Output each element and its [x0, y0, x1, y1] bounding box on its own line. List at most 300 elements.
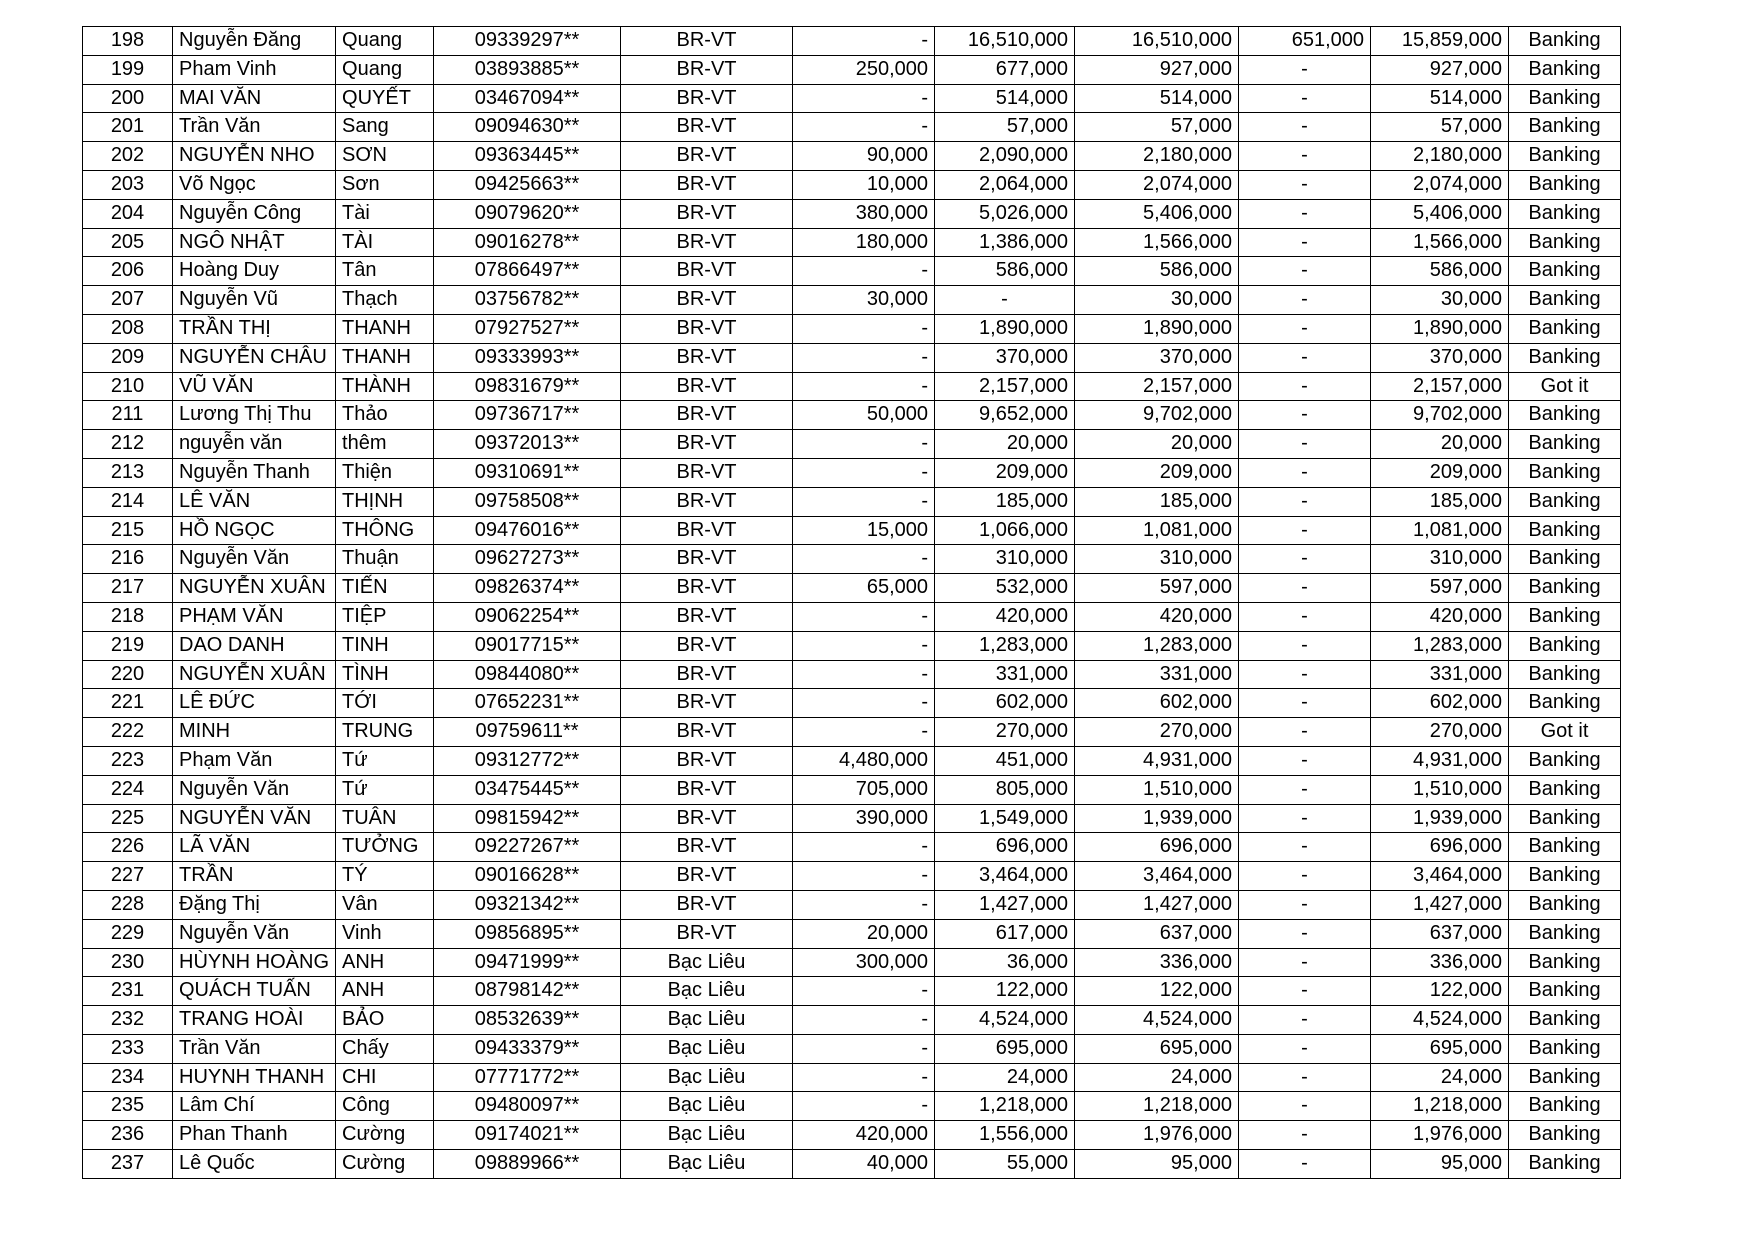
last-name-cell: Tân [336, 257, 434, 286]
total-amount-cell: 270,000 [1075, 718, 1239, 747]
province-cell: BR-VT [621, 430, 793, 459]
payment-method-cell: Banking [1509, 890, 1621, 919]
amount-b-cell: 1,066,000 [935, 516, 1075, 545]
net-amount-cell: 637,000 [1371, 919, 1509, 948]
last-name-cell: THANH [336, 343, 434, 372]
first-name-cell: NGUYỄN CHÂU [173, 343, 336, 372]
phone-number-cell: 09363445** [434, 142, 621, 171]
last-name-cell: Tứ [336, 775, 434, 804]
phone-number-cell: 07771772** [434, 1063, 621, 1092]
table-row [83, 775, 1621, 804]
province-cell: BR-VT [621, 228, 793, 257]
deduction-cell: - [1239, 545, 1371, 574]
net-amount-cell: 927,000 [1371, 55, 1509, 84]
amount-b-cell: 3,464,000 [935, 862, 1075, 891]
phone-number-cell: 09758508** [434, 487, 621, 516]
first-name-cell: Nguyễn Văn [173, 775, 336, 804]
deduction-cell: - [1239, 1150, 1371, 1179]
net-amount-cell: 1,939,000 [1371, 804, 1509, 833]
first-name-cell: NGUYỄN NHO [173, 142, 336, 171]
province-cell: BR-VT [621, 27, 793, 56]
payment-method-cell: Banking [1509, 919, 1621, 948]
amount-a-cell: 40,000 [793, 1150, 935, 1179]
row-number-cell: 211 [83, 401, 173, 430]
net-amount-cell: 370,000 [1371, 343, 1509, 372]
net-amount-cell: 185,000 [1371, 487, 1509, 516]
payment-method-cell: Banking [1509, 746, 1621, 775]
row-number-cell: 226 [83, 833, 173, 862]
phone-number-cell: 09627273** [434, 545, 621, 574]
net-amount-cell: 95,000 [1371, 1150, 1509, 1179]
row-number-cell: 215 [83, 516, 173, 545]
amount-a-cell: - [793, 27, 935, 56]
payment-method-cell: Banking [1509, 1121, 1621, 1150]
province-cell: BR-VT [621, 833, 793, 862]
table-row [83, 948, 1621, 977]
first-name-cell: HÙYNH HOÀNG [173, 948, 336, 977]
last-name-cell: SƠN [336, 142, 434, 171]
total-amount-cell: 1,283,000 [1075, 631, 1239, 660]
net-amount-cell: 1,976,000 [1371, 1121, 1509, 1150]
payment-method-cell: Banking [1509, 458, 1621, 487]
total-amount-cell: 30,000 [1075, 286, 1239, 315]
phone-number-cell: 09062254** [434, 602, 621, 631]
last-name-cell: TUÂN [336, 804, 434, 833]
first-name-cell: TRẦN THỊ [173, 314, 336, 343]
deduction-cell: - [1239, 458, 1371, 487]
amount-a-cell: - [793, 372, 935, 401]
phone-number-cell: 09372013** [434, 430, 621, 459]
phone-number-cell: 09094630** [434, 113, 621, 142]
net-amount-cell: 420,000 [1371, 602, 1509, 631]
payment-method-cell: Banking [1509, 775, 1621, 804]
payment-method-cell: Got it [1509, 372, 1621, 401]
province-cell: BR-VT [621, 545, 793, 574]
table-row [83, 545, 1621, 574]
table-row [83, 631, 1621, 660]
payment-method-cell: Banking [1509, 286, 1621, 315]
deduction-cell: - [1239, 257, 1371, 286]
table-row [83, 804, 1621, 833]
total-amount-cell: 586,000 [1075, 257, 1239, 286]
phone-number-cell: 09736717** [434, 401, 621, 430]
net-amount-cell: 122,000 [1371, 977, 1509, 1006]
amount-a-cell: - [793, 1092, 935, 1121]
payment-method-cell: Banking [1509, 574, 1621, 603]
deduction-cell: - [1239, 170, 1371, 199]
total-amount-cell: 637,000 [1075, 919, 1239, 948]
total-amount-cell: 4,931,000 [1075, 746, 1239, 775]
table-row [83, 487, 1621, 516]
first-name-cell: Hoàng Duy [173, 257, 336, 286]
payment-method-cell: Banking [1509, 516, 1621, 545]
table-row [83, 228, 1621, 257]
province-cell: Bạc Liêu [621, 1092, 793, 1121]
net-amount-cell: 2,180,000 [1371, 142, 1509, 171]
row-number-cell: 201 [83, 113, 173, 142]
total-amount-cell: 336,000 [1075, 948, 1239, 977]
net-amount-cell: 336,000 [1371, 948, 1509, 977]
payment-method-cell: Banking [1509, 430, 1621, 459]
total-amount-cell: 370,000 [1075, 343, 1239, 372]
first-name-cell: Nguyễn Văn [173, 919, 336, 948]
deduction-cell: - [1239, 516, 1371, 545]
payment-method-cell: Banking [1509, 199, 1621, 228]
phone-number-cell: 09826374** [434, 574, 621, 603]
phone-number-cell: 09310691** [434, 458, 621, 487]
net-amount-cell: 209,000 [1371, 458, 1509, 487]
province-cell: Bạc Liêu [621, 1121, 793, 1150]
last-name-cell: TÌNH [336, 660, 434, 689]
last-name-cell: TƯỞNG [336, 833, 434, 862]
last-name-cell: Tứ [336, 746, 434, 775]
phone-number-cell: 03467094** [434, 84, 621, 113]
last-name-cell: TIẾN [336, 574, 434, 603]
total-amount-cell: 2,180,000 [1075, 142, 1239, 171]
net-amount-cell: 310,000 [1371, 545, 1509, 574]
province-cell: Bạc Liêu [621, 1150, 793, 1179]
amount-b-cell: 20,000 [935, 430, 1075, 459]
province-cell: BR-VT [621, 890, 793, 919]
row-number-cell: 229 [83, 919, 173, 948]
last-name-cell: Cường [336, 1121, 434, 1150]
amount-b-cell: 695,000 [935, 1034, 1075, 1063]
first-name-cell: Phạm Văn [173, 746, 336, 775]
amount-b-cell: 532,000 [935, 574, 1075, 603]
table-row [83, 1121, 1621, 1150]
province-cell: BR-VT [621, 257, 793, 286]
last-name-cell: TINH [336, 631, 434, 660]
net-amount-cell: 1,427,000 [1371, 890, 1509, 919]
row-number-cell: 224 [83, 775, 173, 804]
deduction-cell: - [1239, 228, 1371, 257]
row-number-cell: 235 [83, 1092, 173, 1121]
last-name-cell: Vân [336, 890, 434, 919]
row-number-cell: 236 [83, 1121, 173, 1150]
amount-a-cell: - [793, 314, 935, 343]
province-cell: BR-VT [621, 718, 793, 747]
total-amount-cell: 1,510,000 [1075, 775, 1239, 804]
table-row [83, 458, 1621, 487]
phone-number-cell: 09759611** [434, 718, 621, 747]
deduction-cell: - [1239, 113, 1371, 142]
row-number-cell: 220 [83, 660, 173, 689]
first-name-cell: NGUYỄN VĂN [173, 804, 336, 833]
table-row [83, 977, 1621, 1006]
table-row [83, 890, 1621, 919]
province-cell: BR-VT [621, 660, 793, 689]
first-name-cell: Nguyễn Đăng [173, 27, 336, 56]
first-name-cell: DAO DANH [173, 631, 336, 660]
last-name-cell: THANH [336, 314, 434, 343]
table-row [83, 257, 1621, 286]
payment-method-cell: Banking [1509, 631, 1621, 660]
payment-method-cell: Banking [1509, 1063, 1621, 1092]
province-cell: Bạc Liêu [621, 977, 793, 1006]
amount-a-cell: - [793, 833, 935, 862]
province-cell: Bạc Liêu [621, 948, 793, 977]
last-name-cell: Sơn [336, 170, 434, 199]
payment-method-cell: Banking [1509, 314, 1621, 343]
first-name-cell: Nguyễn Vũ [173, 286, 336, 315]
total-amount-cell: 514,000 [1075, 84, 1239, 113]
table-row [83, 113, 1621, 142]
first-name-cell: Trần Văn [173, 113, 336, 142]
amount-a-cell: - [793, 113, 935, 142]
province-cell: BR-VT [621, 516, 793, 545]
amount-b-cell: - [935, 286, 1075, 315]
amount-b-cell: 677,000 [935, 55, 1075, 84]
payment-method-cell: Banking [1509, 602, 1621, 631]
amount-a-cell: - [793, 430, 935, 459]
amount-a-cell: 380,000 [793, 199, 935, 228]
net-amount-cell: 1,510,000 [1371, 775, 1509, 804]
province-cell: BR-VT [621, 401, 793, 430]
last-name-cell: Vinh [336, 919, 434, 948]
last-name-cell: TIỆP [336, 602, 434, 631]
net-amount-cell: 9,702,000 [1371, 401, 1509, 430]
deduction-cell: - [1239, 84, 1371, 113]
row-number-cell: 214 [83, 487, 173, 516]
province-cell: Bạc Liêu [621, 1034, 793, 1063]
amount-b-cell: 451,000 [935, 746, 1075, 775]
net-amount-cell: 1,218,000 [1371, 1092, 1509, 1121]
province-cell: BR-VT [621, 862, 793, 891]
first-name-cell: Lê Quốc [173, 1150, 336, 1179]
table-row [83, 746, 1621, 775]
phone-number-cell: 08532639** [434, 1006, 621, 1035]
row-number-cell: 221 [83, 689, 173, 718]
province-cell: BR-VT [621, 458, 793, 487]
province-cell: BR-VT [621, 84, 793, 113]
amount-a-cell: 20,000 [793, 919, 935, 948]
first-name-cell: TRẦN [173, 862, 336, 891]
amount-b-cell: 1,283,000 [935, 631, 1075, 660]
payment-method-cell: Banking [1509, 27, 1621, 56]
amount-b-cell: 1,890,000 [935, 314, 1075, 343]
net-amount-cell: 24,000 [1371, 1063, 1509, 1092]
amount-a-cell: - [793, 631, 935, 660]
province-cell: BR-VT [621, 574, 793, 603]
net-amount-cell: 1,890,000 [1371, 314, 1509, 343]
row-number-cell: 210 [83, 372, 173, 401]
amount-b-cell: 1,549,000 [935, 804, 1075, 833]
table-row [83, 1063, 1621, 1092]
last-name-cell: BẢO [336, 1006, 434, 1035]
amount-b-cell: 1,386,000 [935, 228, 1075, 257]
amount-b-cell: 602,000 [935, 689, 1075, 718]
payment-method-cell: Banking [1509, 487, 1621, 516]
payment-method-cell: Banking [1509, 948, 1621, 977]
last-name-cell: TÝ [336, 862, 434, 891]
phone-number-cell: 09433379** [434, 1034, 621, 1063]
table-row [83, 1006, 1621, 1035]
row-number-cell: 228 [83, 890, 173, 919]
amount-b-cell: 209,000 [935, 458, 1075, 487]
province-cell: BR-VT [621, 746, 793, 775]
total-amount-cell: 16,510,000 [1075, 27, 1239, 56]
phone-number-cell: 09017715** [434, 631, 621, 660]
payment-method-cell: Banking [1509, 804, 1621, 833]
amount-b-cell: 2,064,000 [935, 170, 1075, 199]
deduction-cell: - [1239, 574, 1371, 603]
first-name-cell: HUYNH THANH [173, 1063, 336, 1092]
row-number-cell: 225 [83, 804, 173, 833]
amount-a-cell: - [793, 84, 935, 113]
table-row [83, 602, 1621, 631]
last-name-cell: Quang [336, 27, 434, 56]
first-name-cell: nguyễn văn [173, 430, 336, 459]
row-number-cell: 227 [83, 862, 173, 891]
amount-b-cell: 36,000 [935, 948, 1075, 977]
amount-b-cell: 617,000 [935, 919, 1075, 948]
net-amount-cell: 1,283,000 [1371, 631, 1509, 660]
net-amount-cell: 1,081,000 [1371, 516, 1509, 545]
first-name-cell: LÊ VĂN [173, 487, 336, 516]
amount-b-cell: 1,218,000 [935, 1092, 1075, 1121]
province-cell: BR-VT [621, 689, 793, 718]
last-name-cell: Thạch [336, 286, 434, 315]
amount-a-cell: - [793, 1034, 935, 1063]
row-number-cell: 207 [83, 286, 173, 315]
table-row [83, 574, 1621, 603]
first-name-cell: Nguyễn Văn [173, 545, 336, 574]
net-amount-cell: 2,074,000 [1371, 170, 1509, 199]
deduction-cell: - [1239, 718, 1371, 747]
first-name-cell: NGUYỄN XUÂN [173, 574, 336, 603]
row-number-cell: 217 [83, 574, 173, 603]
first-name-cell: Đặng Thị [173, 890, 336, 919]
province-cell: BR-VT [621, 113, 793, 142]
first-name-cell: Trần Văn [173, 1034, 336, 1063]
phone-number-cell: 09480097** [434, 1092, 621, 1121]
province-cell: BR-VT [621, 487, 793, 516]
province-cell: BR-VT [621, 919, 793, 948]
province-cell: BR-VT [621, 314, 793, 343]
amount-a-cell: - [793, 602, 935, 631]
phone-number-cell: 09312772** [434, 746, 621, 775]
total-amount-cell: 927,000 [1075, 55, 1239, 84]
table-row [83, 343, 1621, 372]
amount-b-cell: 24,000 [935, 1063, 1075, 1092]
amount-a-cell: - [793, 977, 935, 1006]
row-number-cell: 234 [83, 1063, 173, 1092]
amount-a-cell: 300,000 [793, 948, 935, 977]
amount-a-cell: - [793, 487, 935, 516]
amount-b-cell: 4,524,000 [935, 1006, 1075, 1035]
amount-a-cell: - [793, 660, 935, 689]
last-name-cell: CHI [336, 1063, 434, 1092]
deduction-cell: - [1239, 833, 1371, 862]
payment-method-cell: Banking [1509, 84, 1621, 113]
row-number-cell: 198 [83, 27, 173, 56]
amount-a-cell: - [793, 1063, 935, 1092]
deduction-cell: - [1239, 1063, 1371, 1092]
phone-number-cell: 09815942** [434, 804, 621, 833]
last-name-cell: THÀNH [336, 372, 434, 401]
table-row [83, 401, 1621, 430]
first-name-cell: Nguyễn Thanh [173, 458, 336, 487]
phone-number-cell: 09079620** [434, 199, 621, 228]
total-amount-cell: 4,524,000 [1075, 1006, 1239, 1035]
payment-method-cell: Banking [1509, 228, 1621, 257]
last-name-cell: Chấy [336, 1034, 434, 1063]
last-name-cell: Sang [336, 113, 434, 142]
table-row [83, 1150, 1621, 1179]
last-name-cell: Tài [336, 199, 434, 228]
table-row [83, 1092, 1621, 1121]
deduction-cell: - [1239, 286, 1371, 315]
net-amount-cell: 1,566,000 [1371, 228, 1509, 257]
net-amount-cell: 586,000 [1371, 257, 1509, 286]
payout-table [82, 26, 1621, 1179]
amount-b-cell: 370,000 [935, 343, 1075, 372]
last-name-cell: QUYẾT [336, 84, 434, 113]
amount-a-cell: - [793, 343, 935, 372]
phone-number-cell: 03893885** [434, 55, 621, 84]
total-amount-cell: 209,000 [1075, 458, 1239, 487]
total-amount-cell: 2,074,000 [1075, 170, 1239, 199]
deduction-cell: - [1239, 1092, 1371, 1121]
net-amount-cell: 4,931,000 [1371, 746, 1509, 775]
net-amount-cell: 514,000 [1371, 84, 1509, 113]
amount-a-cell: 420,000 [793, 1121, 935, 1150]
province-cell: BR-VT [621, 343, 793, 372]
amount-a-cell: - [793, 862, 935, 891]
total-amount-cell: 9,702,000 [1075, 401, 1239, 430]
table-row [83, 718, 1621, 747]
net-amount-cell: 270,000 [1371, 718, 1509, 747]
net-amount-cell: 597,000 [1371, 574, 1509, 603]
province-cell: Bạc Liêu [621, 1063, 793, 1092]
first-name-cell: NGÔ NHẬT [173, 228, 336, 257]
amount-b-cell: 5,026,000 [935, 199, 1075, 228]
table-row [83, 689, 1621, 718]
total-amount-cell: 57,000 [1075, 113, 1239, 142]
table-row [83, 1034, 1621, 1063]
amount-b-cell: 1,427,000 [935, 890, 1075, 919]
row-number-cell: 233 [83, 1034, 173, 1063]
deduction-cell: - [1239, 775, 1371, 804]
deduction-cell: - [1239, 977, 1371, 1006]
first-name-cell: Lâm Chí [173, 1092, 336, 1121]
amount-a-cell: - [793, 689, 935, 718]
province-cell: BR-VT [621, 170, 793, 199]
last-name-cell: thêm [336, 430, 434, 459]
phone-number-cell: 09425663** [434, 170, 621, 199]
deduction-cell: - [1239, 314, 1371, 343]
net-amount-cell: 696,000 [1371, 833, 1509, 862]
amount-a-cell: 10,000 [793, 170, 935, 199]
phone-number-cell: 09339297** [434, 27, 621, 56]
deduction-cell: - [1239, 631, 1371, 660]
table-row [83, 84, 1621, 113]
total-amount-cell: 20,000 [1075, 430, 1239, 459]
net-amount-cell: 3,464,000 [1371, 862, 1509, 891]
payment-method-cell: Banking [1509, 689, 1621, 718]
amount-a-cell: 30,000 [793, 286, 935, 315]
table-row [83, 372, 1621, 401]
net-amount-cell: 20,000 [1371, 430, 1509, 459]
deduction-cell: - [1239, 1006, 1371, 1035]
amount-a-cell: - [793, 458, 935, 487]
first-name-cell: MAI VĂN [173, 84, 336, 113]
row-number-cell: 230 [83, 948, 173, 977]
phone-number-cell: 09844080** [434, 660, 621, 689]
last-name-cell: Cường [336, 1150, 434, 1179]
payment-method-cell: Banking [1509, 142, 1621, 171]
deduction-cell: - [1239, 372, 1371, 401]
